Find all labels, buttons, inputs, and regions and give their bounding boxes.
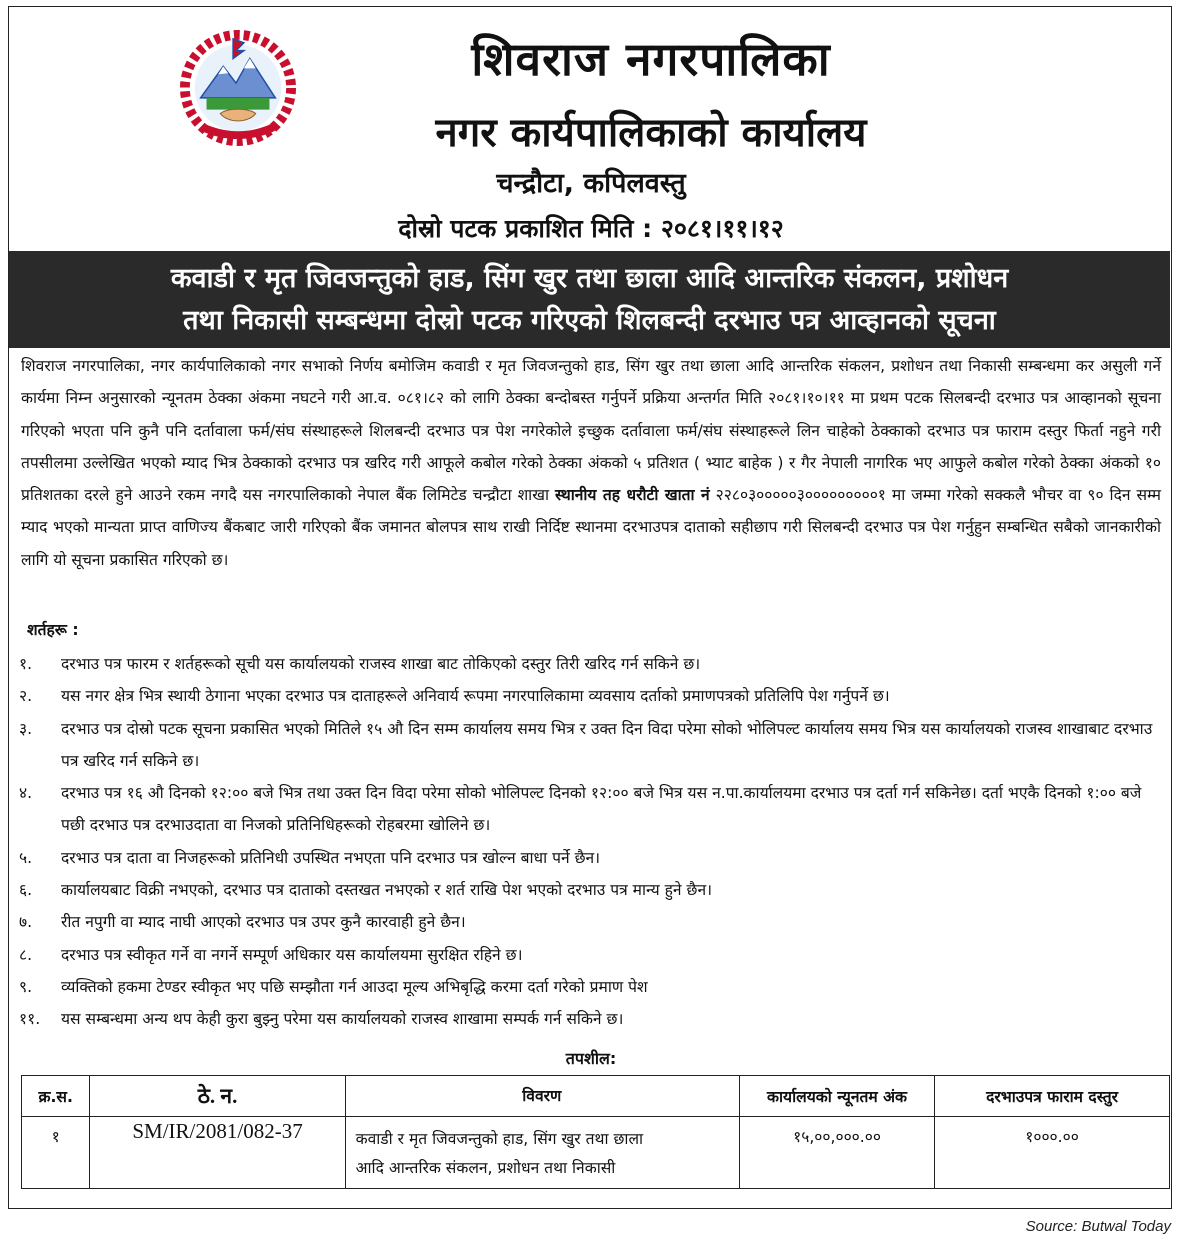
condition-number: ३. (19, 719, 33, 738)
schedule-table (21, 1075, 1170, 1189)
condition-item (19, 939, 1163, 971)
description-line-1: कवाडी र मृत जिवजन्तुको हाड, सिंग खुर तथा छाला (355, 1130, 644, 1148)
municipality-name: शिवराज नगरपालिका (471, 32, 831, 86)
condition-text: कार्यालयबाट विक्री नभएको, दरभाउ पत्र दाताको दस्तखत नभएको र शर्त राखि पेश भएको दरभाउ पत्र मान्य हुने छैन। (61, 881, 713, 900)
condition-item (19, 842, 1163, 874)
cell-serial: १ (22, 1117, 90, 1189)
body-part-2: २२८०३०००००३०००००००००१ मा जम्मा गरेको सक्कलै भौचर वा ९० दिन सम्म म्याद भएको मान्यता प्राप्त वाणिज्य बैंकबाट जारी गरिएको बैंक जमानत बोलपत्र साथ राखी निर्दिष्ट स्थानमा दरभाउपत्र दाताको सहीछाप गरी सिलबन्दी दरभाउ पत्र पेश गर्नुहुन सम्बन्धित सबैको जानकारीको लागि यो सूचना प्रकासित गरिएको छ। (21, 486, 1161, 569)
deposit-account-label: स्थानीय तह धरौटी खाता नं (554, 486, 710, 505)
header-description: विवरण (345, 1076, 739, 1117)
cell-description (345, 1117, 739, 1189)
condition-number: २. (19, 687, 33, 706)
condition-text: रीत नपुगी वा म्याद नाघी आएको दरभाउ पत्र उपर कुनै कारवाही हुने छैन। (61, 913, 466, 932)
condition-text: दरभाउ पत्र १६ औ दिनको १२:०० बजे भित्र तथा उक्त दिन विदा परेमा सोको भोलिपल्ट दिनको १२:०० बजे भित्र यस न.पा.कार्यालयमा दरभाउ पत्र दर्ता गर्न सकिनेछ। दर्ता भएकै दिनको १:०० बजे पछी दरभाउ पत्र दरभाउदाता वा निजको प्रतिनिधिहरूको रोहबरमा खोलिने छ। (61, 784, 1142, 835)
condition-item (19, 777, 1163, 842)
cell-min-amount: १५,००,०००.०० (739, 1117, 934, 1189)
condition-number: ५. (19, 848, 33, 867)
cell-contract-no: SM/IR/2081/082-37 (90, 1117, 345, 1189)
condition-number: १. (19, 655, 33, 673)
schedule-title: तपशील: (565, 1049, 617, 1068)
condition-item (19, 874, 1163, 906)
cell-form-fee: १०००.०० (935, 1117, 1170, 1189)
condition-number: ११. (19, 1010, 41, 1029)
office-name: नगर कार्यपालिकाको कार्यालय (435, 110, 867, 156)
source-credit: Source: Butwal Today (1025, 1218, 1171, 1235)
notice-body (21, 350, 1161, 576)
body-part-1: शिवराज नगरपालिका, नगर कार्यपालिकाको नगर सभाको निर्णय बमोजिम कवाडी र मृत जिवजन्तुको हाड, सिंग खुर तथा छाला आदि आन्तरिक संकलन, प्रशोधन तथा निकासी सम्बन्धमा कर असुली गर्ने कार्यमा निम्न अनुसारको न्यूनतम ठेक्का अंकमा नघटने गरी आ.व. ०८१।८२ को लागि ठेक्का बन्दोबस्त गर्नुपर्ने प्रक्रिया अन्तर्गत मिति २०८१।१०।११ मा प्रथम पटक सिलबन्दी दरभाउ पत्र आव्हानको सूचना गरिएको भएता पनि कुनै पनि दर्तावाला फर्म/संघ संस्थाहरूले शिलबन्दी दरभाउ पत्र पेश नगरेकोले इच्छुक दर्तावाला फर्म/संघ संस्थाहरूले लिन चाहेको ठेक्काको दरभाउ पत्र फाराम दस्तुर फिर्ता नहुने गरी तपसीलमा उल्लेखित भएको म्याद भित्र ठेक्काको दरभाउ पत्र खरिद गरी आफूले कबोल गरेको ठेक्का अंकको ५ प्रतिशत ( भ्याट बाहेक ) र गैर नेपाली नागरिक भए आफुले कबोल गरेको ठेक्का अंकको १० प्रतिशतका दरले हुने आउने रकम नगदै यस नगरपालिकाको नेपाल बैंक लिमिटेड चन्द्रौटा शाखा (21, 357, 1161, 505)
conditions-title: शर्तहरू : (27, 621, 79, 639)
condition-text: दरभाउ पत्र दोस्रो पटक सूचना प्रकासित भएको मितिले १५ औ दिन सम्म कार्यालय समय भित्र र उक्त दिन विदा परेमा सोको भोलिपल्ट कार्यालय समय भित्र यस कार्यालयको राजस्व शाखाबाट दरभाउ पत्र खरिद गर्न सकिने छ। (61, 719, 1153, 770)
condition-number: ७. (19, 913, 33, 932)
condition-text: यस सम्बन्धमा अन्य थप केही कुरा बुझ्नु परेमा यस कार्यालयको राजस्व शाखामा सम्पर्क गर्न सकिने छ। (61, 1010, 624, 1029)
condition-item (19, 971, 1163, 1003)
conditions-list (19, 648, 1163, 1036)
condition-text: व्यक्तिको हकमा टेण्डर स्वीकृत भए पछि सम्झौता गर्न आउदा मूल्य अभिबृद्धि करमा दर्ता गरेको प्रमाण पेश (61, 977, 648, 996)
publish-date: दोस्रो पटक प्रकाशित मिति : २०८१।११।१२ (398, 214, 784, 243)
condition-item (19, 648, 1163, 680)
condition-number: ८. (19, 945, 33, 964)
condition-text: यस नगर क्षेत्र भित्र स्थायी ठेगाना भएका दरभाउ पत्र दाताहरूले अनिवार्य रूपमा नगरपालिकामा व्यवसाय दर्ताको प्रमाणपत्रको प्रतिलिपि पेश गर्नुपर्ने छ। (61, 687, 890, 706)
header-min-amount: कार्यालयको न्यूनतम अंक (739, 1076, 934, 1117)
condition-number: ६. (19, 881, 33, 900)
office-address: चन्द्रौटा, कपिलवस्तु (496, 168, 686, 199)
condition-item (19, 906, 1163, 938)
condition-text: दरभाउ पत्र स्वीकृत गर्ने वा नगर्ने सम्पूर्ण अधिकार यस कार्यालयमा सुरक्षित रहिने छ। (61, 945, 523, 964)
condition-item (19, 1003, 1163, 1035)
notice-title-banner (9, 251, 1170, 348)
table-header-row (22, 1076, 1170, 1117)
banner-line-1: कवाडी र मृत जिवजन्तुको हाड, सिंग खुर तथा छाला आदि आन्तरिक संकलन, प्रशोधन (170, 263, 1009, 294)
header-form-fee: दरभाउपत्र फाराम दस्तुर (935, 1076, 1170, 1117)
header-contract-no: ठे. न. (90, 1076, 345, 1117)
header-serial: क्र.स. (22, 1076, 90, 1117)
condition-text: दरभाउ पत्र फारम र शर्तहरूको सूची यस कार्यालयको राजस्व शाखा बाट तोकिएको दस्तुर तिरी खरिद गर्न सकिने छ। (61, 655, 701, 673)
table-row (22, 1117, 1170, 1189)
condition-number: ९. (19, 977, 33, 996)
condition-text: दरभाउ पत्र दाता वा निजहरूको प्रतिनिधी उपस्थित नभएता पनि दरभाउ पत्र खोल्न बाधा पर्ने छैन। (61, 848, 601, 867)
notice-frame (8, 6, 1172, 1209)
condition-number: ४. (19, 784, 33, 803)
condition-item (19, 680, 1163, 712)
condition-item (19, 713, 1163, 778)
description-line-2: आदि आन्तरिक संकलन, प्रशोधन तथा निकासी (355, 1159, 616, 1177)
banner-line-2: तथा निकासी सम्बन्धमा दोस्रो पटक गरिएको शिलबन्दी दरभाउ पत्र आव्हानको सूचना (183, 305, 996, 336)
